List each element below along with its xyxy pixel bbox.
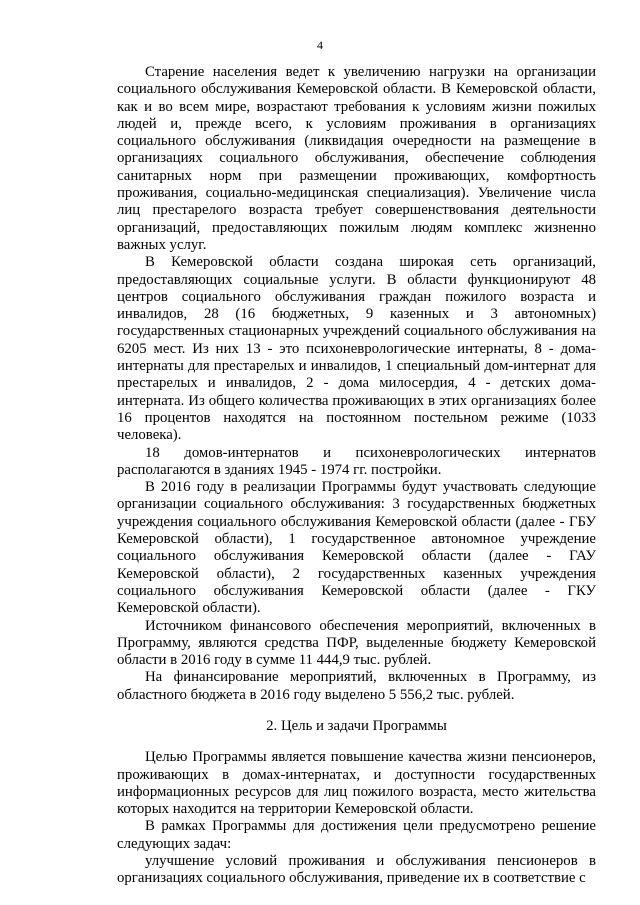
paragraph-task-item: улучшение условий проживания и обслуживания пенсионеров в организациях социального обслуживания, приведение их в соответствие с [117, 853, 596, 887]
document-body [117, 64, 596, 888]
paragraph-program-tasks: В рамках Программы для достижения цели предусмотрено решение следующих задач: [117, 818, 596, 852]
paragraph-social-network: В Кемеровской области создана широкая сеть организаций, предоставляющих социальные услуги. В области функционируют 48 центров социального обслуживания граждан пожилого возраста и инвалидов, 28 (16 бюджетных, 9 казенных и 3 автономных) государственных стационарных учреждений социального обслуживания на 6205 мест. Из них 13 - это психоневрологические интернаты, 8 - дома-интернаты для престарелых и инвалидов, 1 специальный дом-интернат для престарелых и инвалидов, 2 - дома милосердия, 4 - детских дома-интерната. Из общего количества проживающих в этих организациях более 16 процентов находятся на постоянном постельном режиме (1033 человека). [117, 254, 596, 444]
spacer [117, 704, 596, 718]
paragraph-aging-population: Старение населения ведет к увеличению нагрузки на организации социального обслуживания Кемеровской области. В Кемеровской области, как и во всем мире, возрастают требования к условиям жизни пожилых людей и, прежде всего, к условиям проживания в организациях социального обслуживания (ликвидация очередности на размещение в организациях социального обслуживания, обеспечение соблюдения санитарных норм при размещении проживающих, комфортность проживания, социально-медицинская специализация). Увеличение числа лиц престарелого возраста требует совершенствования деятельности организаций, предоставляющих пожилым людям комплекс жизненно важных услуг. [117, 64, 596, 253]
section-heading: 2. Цель и задачи Программы [266, 717, 447, 734]
paragraph-funding-source: Источником финансового обеспечения мероприятий, включенных в Программу, являются средства ПФР, выделенные бюджету Кемеровской области в 2016 году в сумме 11 444,9 тыс. рублей. [117, 617, 596, 669]
paragraph-regional-budget: На финансирование мероприятий, включенных в Программу, из областного бюджета в 2016 году выделено 5 556,2 тыс. рублей. [117, 669, 596, 703]
paragraph-buildings-age: 18 домов-интернатов и психоневрологических интернатов располагаются в зданиях 1945 - 1974 гг. постройки. [117, 444, 596, 478]
page-number: 4 [317, 38, 323, 52]
spacer [117, 735, 596, 749]
paragraph-participating-organizations: В 2016 году в реализации Программы будут участвовать следующие организации социального обслуживания: 3 государственных бюджетных учреждения социального обслуживания Кемеровской области (далее - ГБУ Кемеровской области), 1 государственное автономное учреждение социального обслуживания Кемеровской области (далее - ГАУ Кемеровской области), 2 государственных казенных учреждения социального обслуживания Кемеровской области (далее - ГКУ Кемеровской области). [117, 479, 596, 617]
paragraph-program-goal: Целью Программы является повышение качества жизни пенсионеров, проживающих в домах-интернатах, и доступности государственных информационных ресурсов для лиц пожилого возраста, место жительства которых находится на территории Кемеровской области. [117, 749, 596, 818]
